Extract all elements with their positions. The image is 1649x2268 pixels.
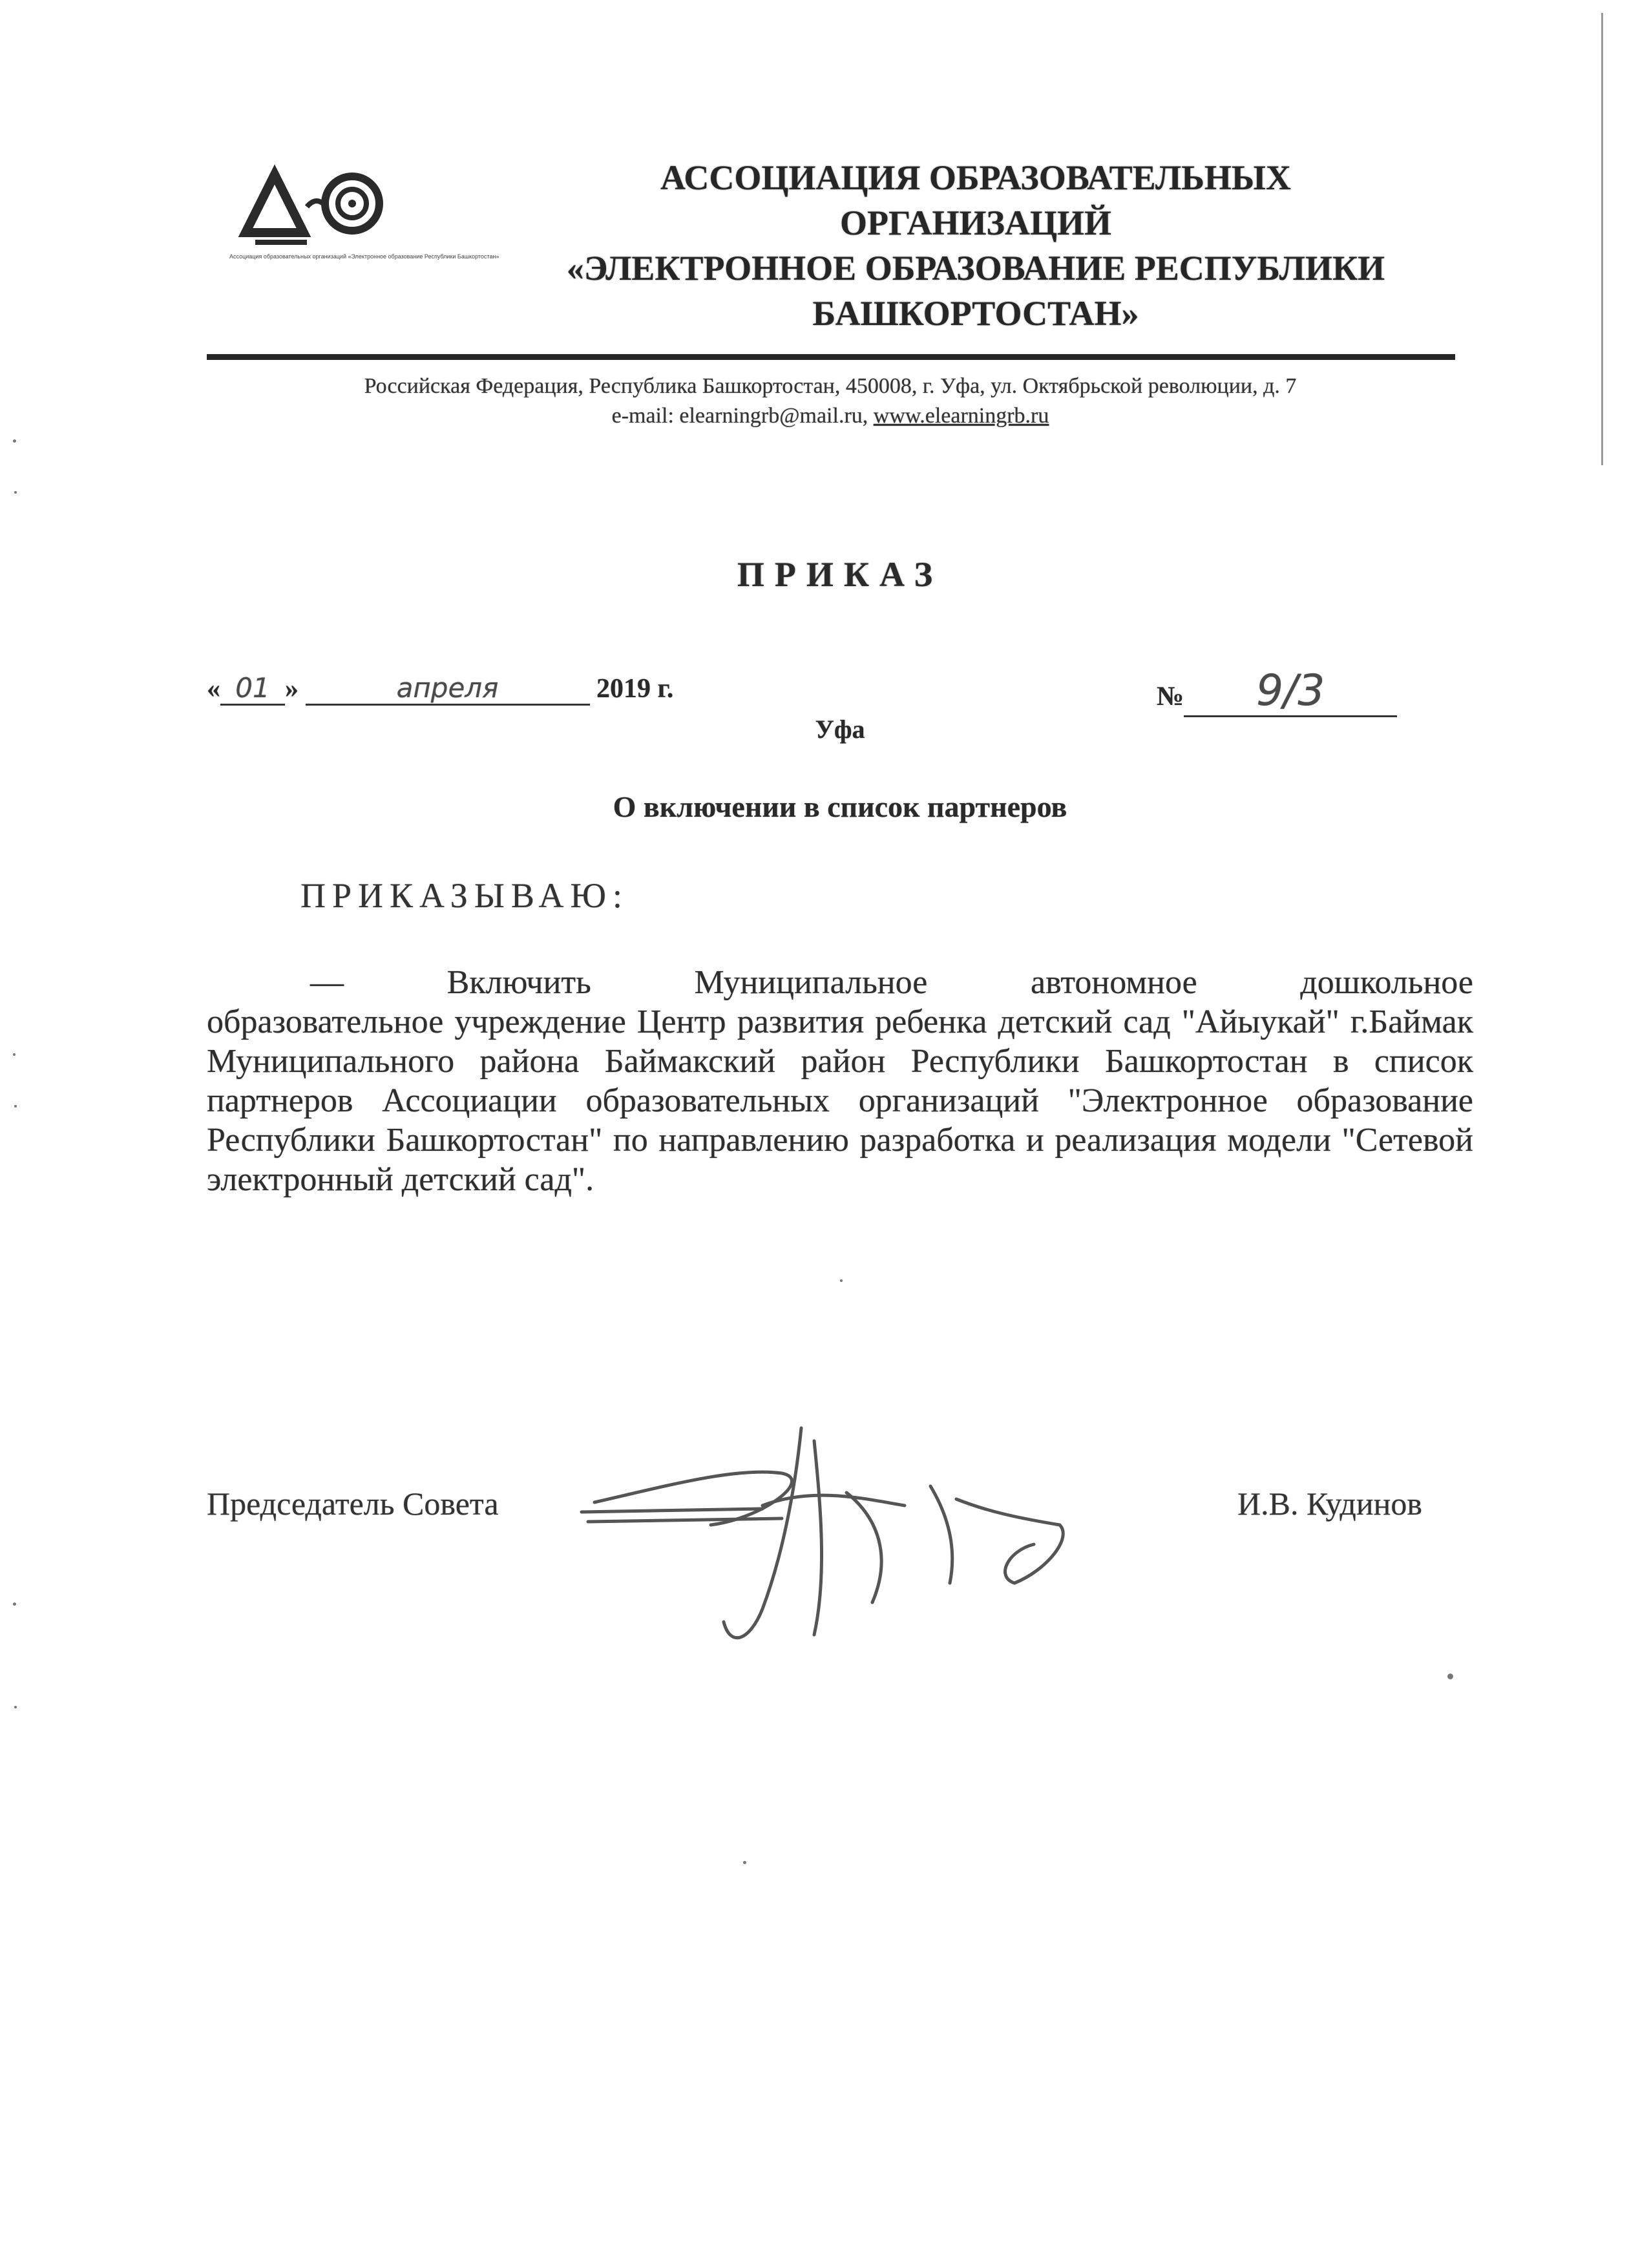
document-subject: О включении в список партнеров [613,790,1067,823]
postal-address: Российская Федерация, Республика Башкортостан, 450008, г. Уфа, ул. Октябрьской революции, д. 7 [364,374,1297,398]
document-number [1157,666,1460,724]
scan-speck [13,1602,16,1606]
scan-edge-line [1601,13,1603,465]
order-body-first-line: — Включить Муниципальное автономное дошкольное [310,964,1473,1001]
org-name-line: «ЭЛЕКТРОННОЕ ОБРАЗОВАНИЕ РЕСПУБЛИКИ [566,249,1385,288]
signer-position: Председатель Совета [207,1486,499,1522]
handwritten-signature [569,1389,1150,1661]
scan-speck [14,491,17,494]
order-body-text: образовательное учреждение Центр развития ребенка детский сад "Айыукай" г.Баймак Муниципального района Баймакский район Республики Башкортостан в список партнеров Ассоциации образовательных организаций "Электронное образование Республики Башкортостан" по направлению разработка и реализация модели "Сетевой электронный детский сад". [207,1003,1473,1198]
order-heading: ПРИКАЗЫВАЮ: [300,876,629,915]
organization-name [491,155,1460,336]
scan-speck [1447,1674,1453,1679]
scan-speck [13,439,16,443]
scan-speck [14,1706,17,1708]
org-name-line: БАШКОРТОСТАН» [812,294,1139,333]
date-quote-close: » [285,674,299,704]
organization-logo [229,162,499,271]
scan-speck [13,1053,16,1056]
header-divider [207,354,1455,360]
scan-speck [14,1105,17,1108]
document-city: Уфа [815,715,865,744]
org-name-line: АССОЦИАЦИЯ ОБРАЗОВАТЕЛЬНЫХ [660,158,1291,197]
document-date [207,672,788,724]
document-title: ПРИКАЗ [737,555,943,594]
date-month: апреля [306,672,590,706]
contact-line [194,401,1467,431]
email: e-mail: elearningrb@mail.ru, [611,404,868,428]
order-body [207,963,1473,1199]
scan-speck [743,1861,746,1864]
date-quote-open: « [207,674,220,704]
org-name-line: ОРГАНИЗАЦИЙ [840,204,1111,242]
website-link[interactable]: www.elearningrb.ru [873,404,1049,428]
number-value: 9/3 [1184,666,1397,717]
organization-address [194,372,1467,431]
number-label: № [1157,682,1184,711]
signer-name: И.В. Кудинов [1237,1486,1422,1522]
date-day: 01 [220,672,285,706]
logo-caption: Ассоциация образовательных организаций «Электронное образование Республики Башкортостан» [229,253,499,260]
scan-speck [840,1279,843,1282]
date-year: 2019 г. [596,674,674,704]
